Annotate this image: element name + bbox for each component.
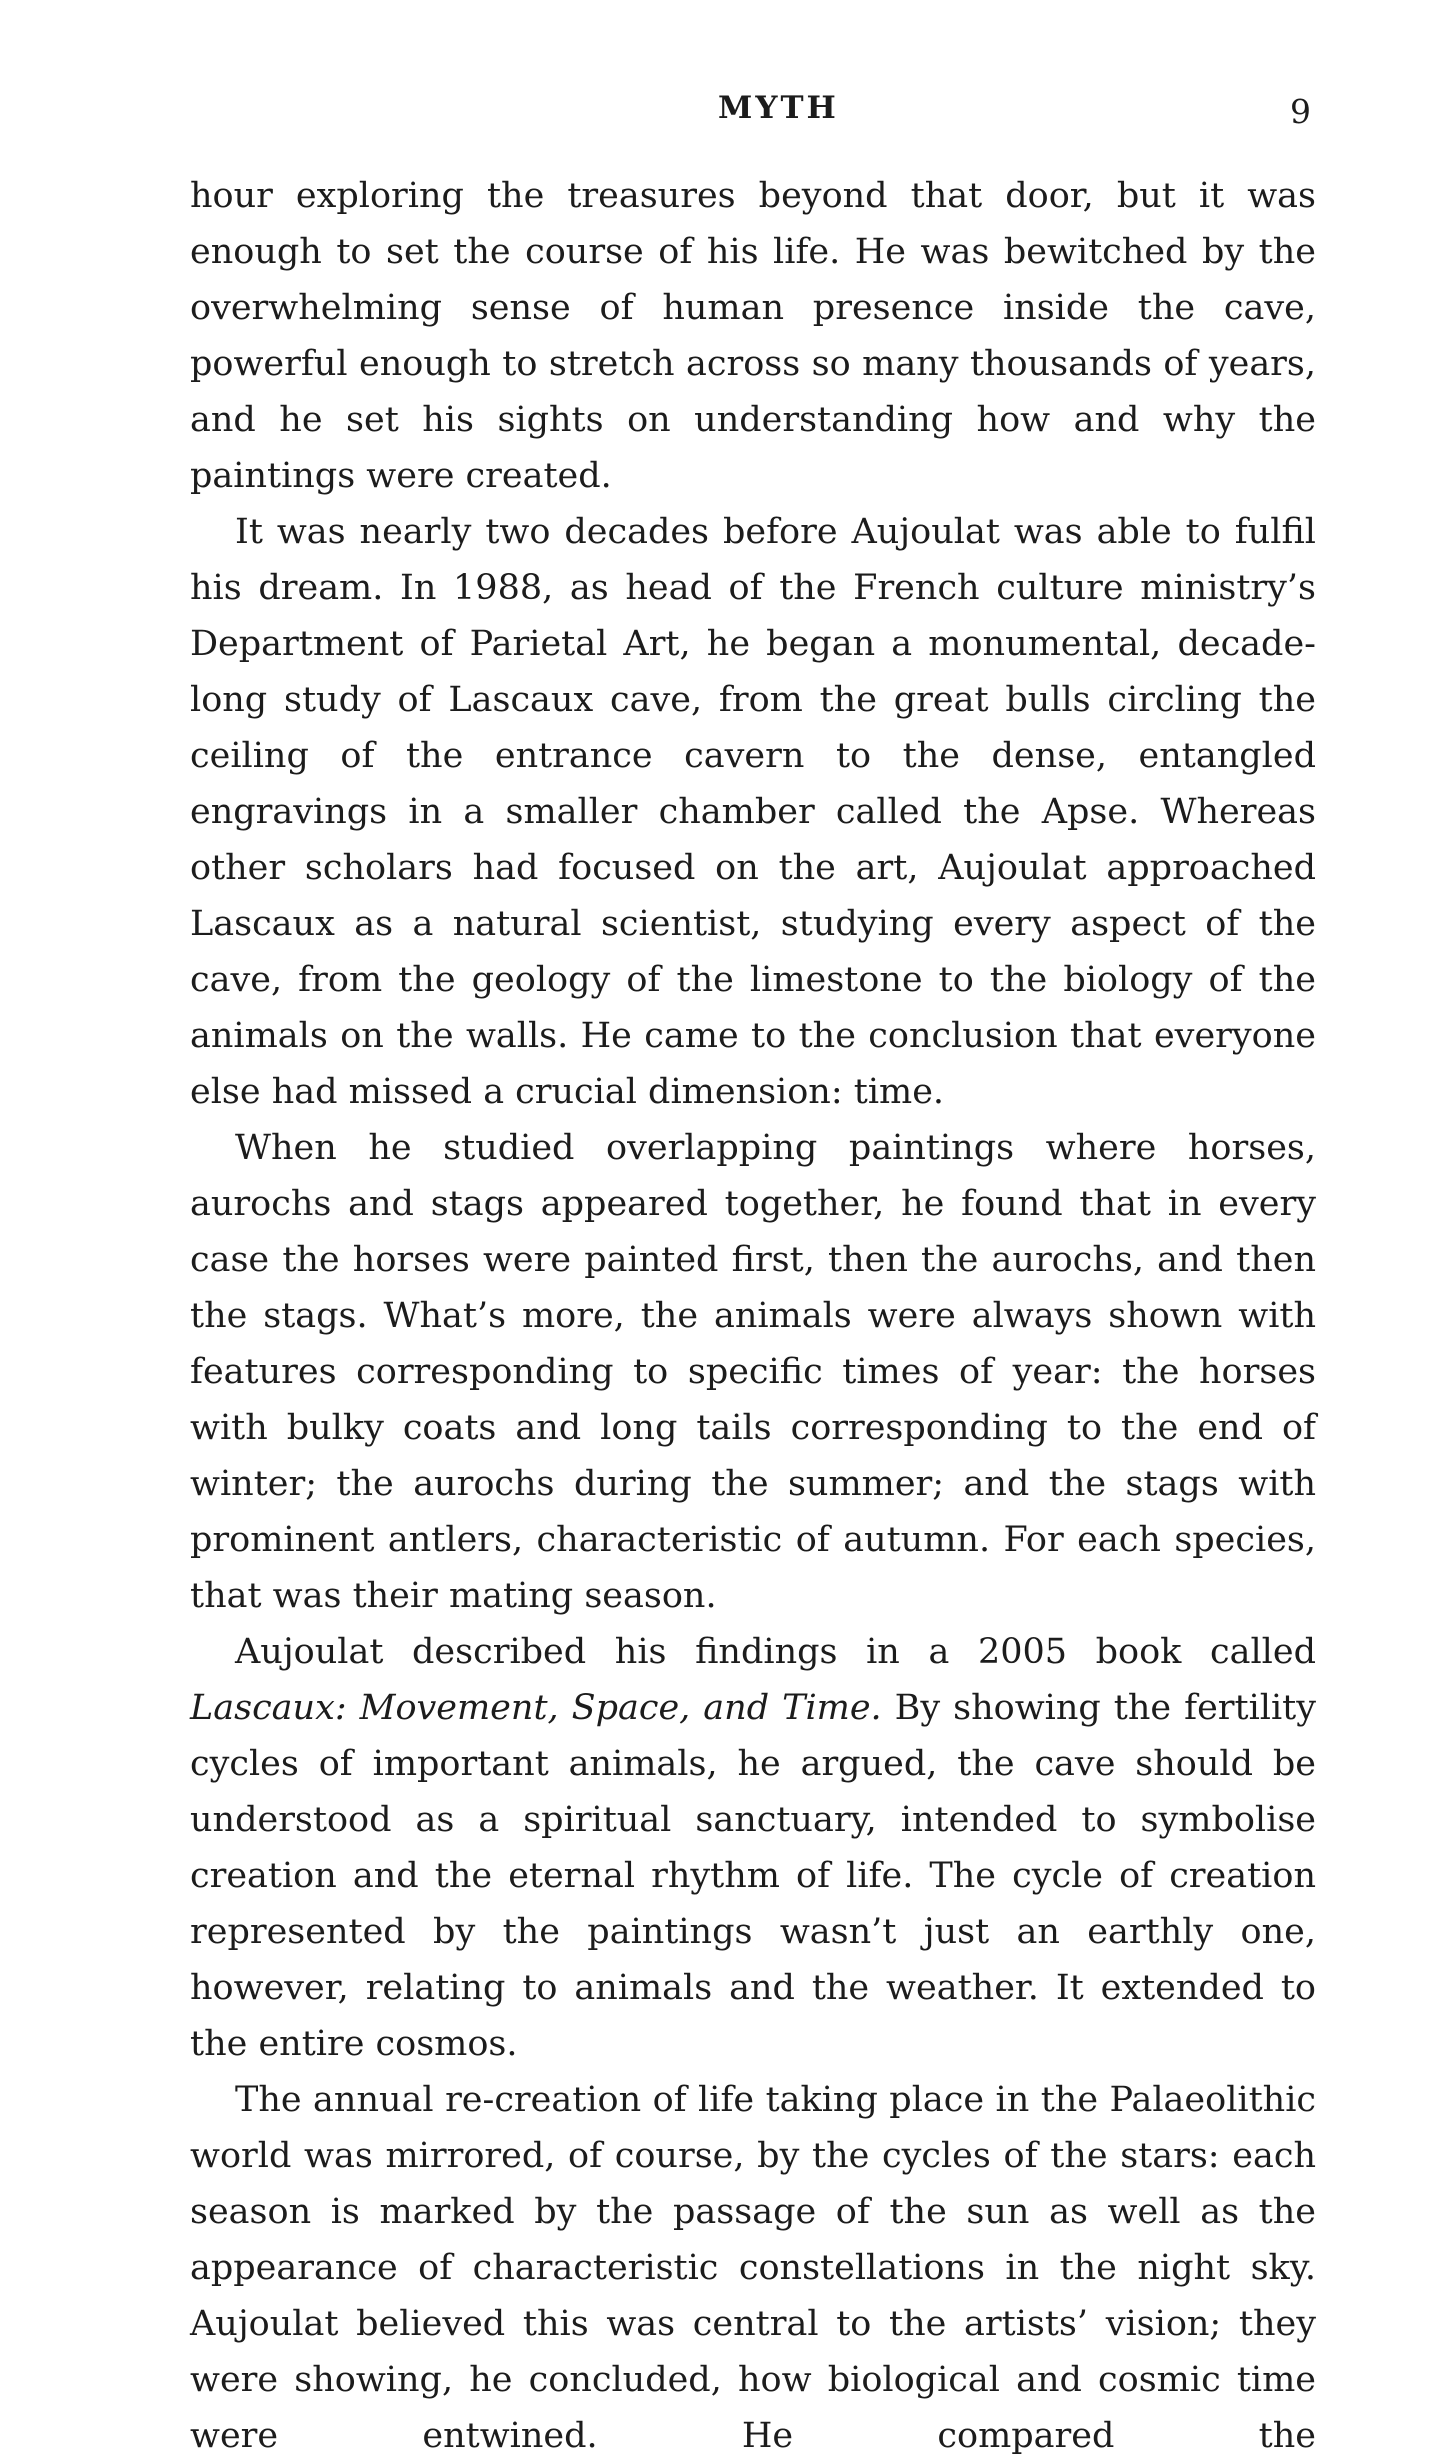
paragraph-text: By showing the fertility cycles of important animals, he argued, the cave should be understood as a spiritual sanctuary, intended to symbolise creation and the eternal rhythm of life. The cycle of creation represented by the paintings wasn’t just an earthly one, however, relating to animals and the weather. It extended to the entire cosmos. — [190, 1688, 1316, 2064]
body-text — [190, 168, 1316, 2464]
page-number: 9 — [1290, 92, 1311, 131]
paragraph: hour exploring the treasures beyond that door, but it was enough to set the course of his life. He was bewitched by the overwhelming sense of human presence inside the cave, powerful enough to stretch across so many thousands of years, and he set his sights on understanding how and why the paintings were created. — [190, 176, 1316, 496]
book-title: Lascaux: Movement, Space, and Time. — [190, 1688, 882, 1728]
paragraph: It was nearly two decades before Aujoulat was able to fulfil his dream. In 1988, as head of the French culture ministry’s Department of Parietal Art, he began a monumental, decade-long study of Lascaux cave, from the great bulls circling the ceiling of the entrance cavern to the dense, entangled engravings in a smaller chamber called the Apse. Whereas other scholars had focused on the art, Aujoulat approached Lascaux as a natural scientist, studying every aspect of the cave, from the geology of the limestone to the biology of the animals on the walls. He came to the conclusion that everyone else had missed a crucial dimension: time. — [190, 512, 1316, 1112]
paragraph: The annual re-creation of life taking place in the Palaeolithic world was mirrored, of course, by the cycles of the stars: each season is marked by the passage of the sun as well as the appearance of characteristic constellations in the night sky. Aujoulat believed this was central to the artists’ vision; they were showing, he concluded, how biological and cosmic time were entwined. He compared the — [190, 2080, 1316, 2456]
running-head — [0, 84, 1441, 134]
paragraph — [190, 1624, 1316, 2072]
paragraph-text: Aujoulat described his findings in a 2005 book called — [235, 1632, 1316, 1672]
chapter-title: MYTH — [718, 90, 839, 126]
paragraph: When he studied overlapping paintings where horses, aurochs and stags appeared together, he found that in every case the horses were painted first, then the aurochs, and then the stags. What’s more, the animals were always shown with features corresponding to specific times of year: the horses with bulky coats and long tails corresponding to the end of winter; the aurochs during the summer; and the stags with prominent antlers, characteristic of autumn. For each species, that was their mating season. — [190, 1128, 1316, 1616]
